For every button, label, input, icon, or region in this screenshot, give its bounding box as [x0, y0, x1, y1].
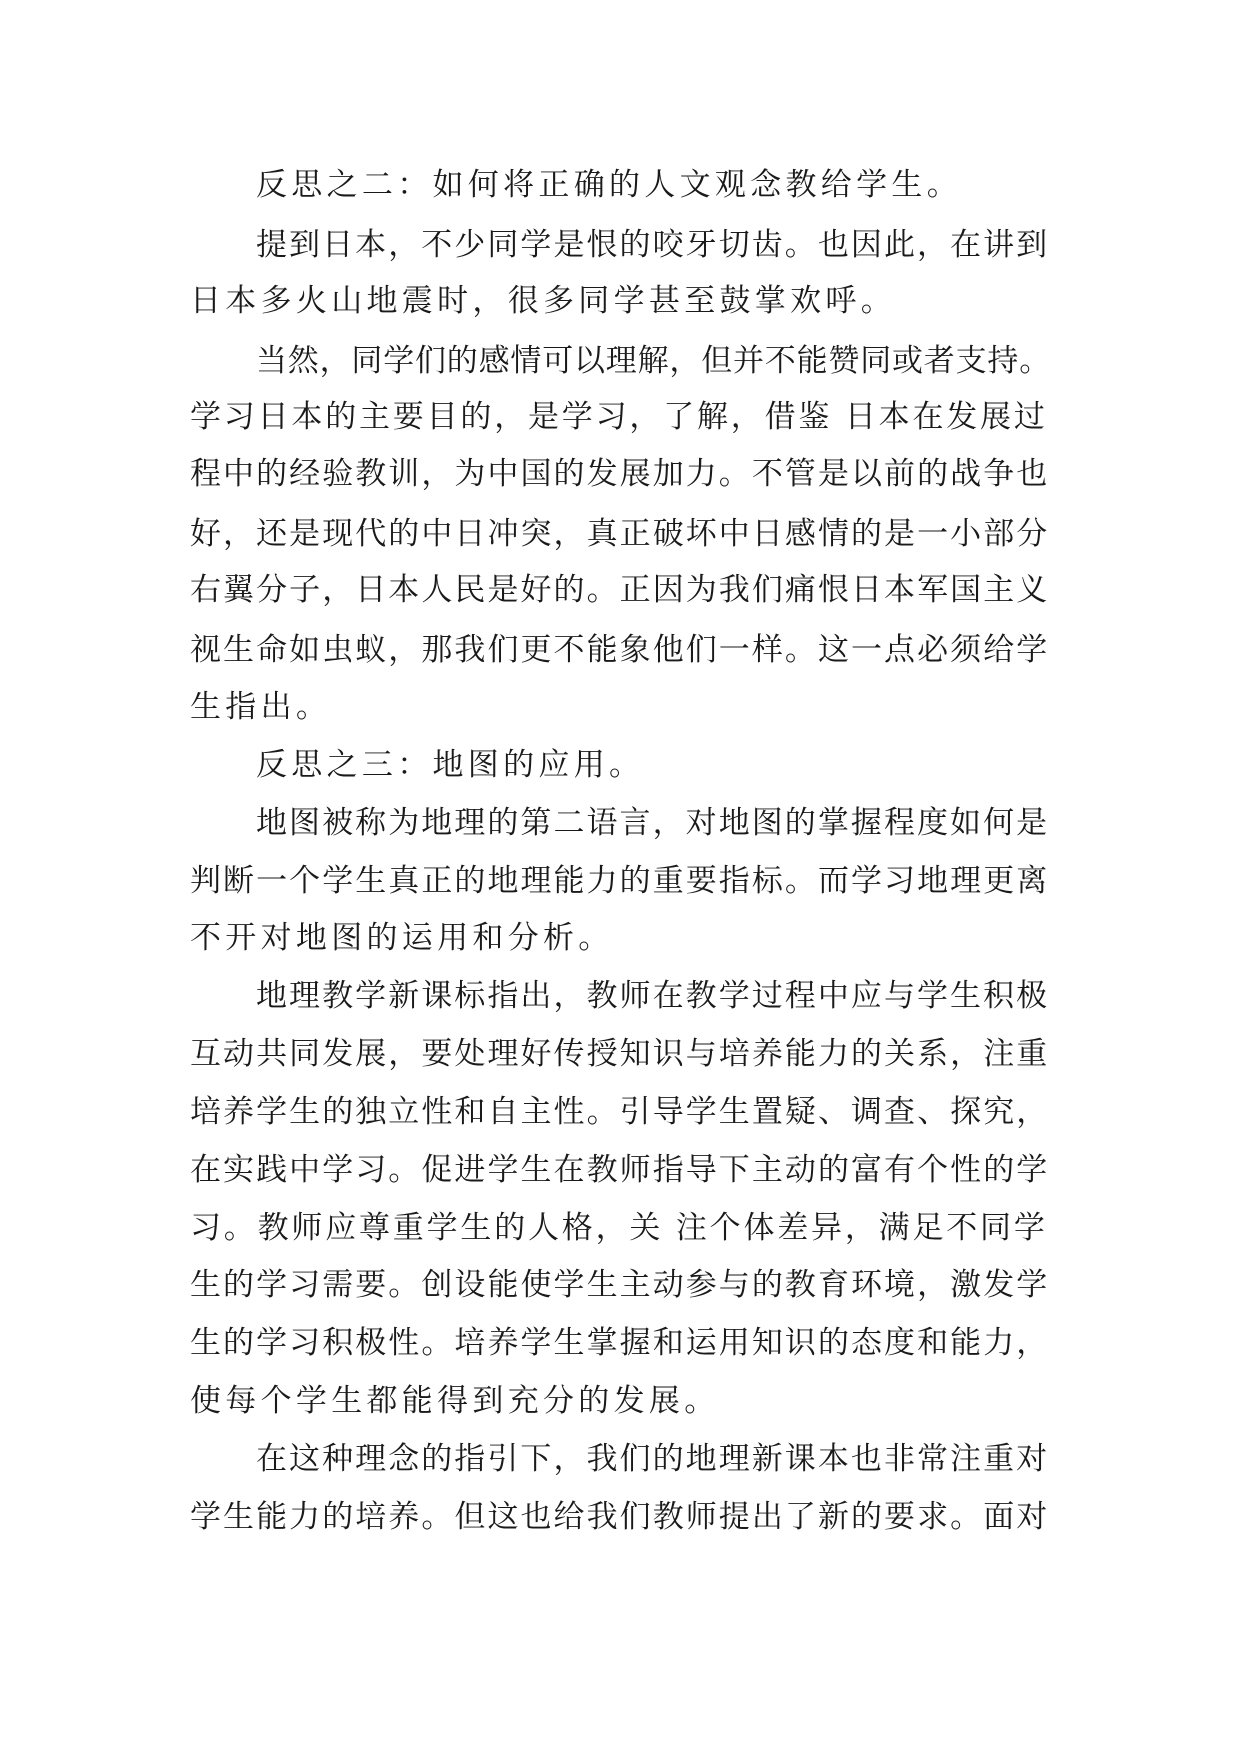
paragraph-line: 右翼分子，日本人民是好的。正因为我们痛恨日本军国主义 — [190, 572, 1050, 608]
paragraph-line: 生的学习需要。创设能使学生主动参与的教育环境，激发学 — [190, 1267, 1050, 1303]
paragraph-line: 视生命如虫蚁，那我们更不能象他们一样。这一点必须给学 — [190, 632, 1050, 668]
paragraph-line: 地图被称为地理的第二语言，对地图的掌握程度如何是 — [256, 805, 1050, 841]
paragraph-line: 不开对地图的运用和分析。 — [190, 920, 614, 956]
paragraph-line: 生指出。 — [190, 689, 332, 725]
paragraph-line: 在这种理念的指引下，我们的地理新课本也非常注重对 — [256, 1441, 1050, 1477]
paragraph-line: 互动共同发展，要处理好传授知识与培养能力的关系，注重 — [190, 1036, 1050, 1072]
paragraph-line: 判断一个学生真正的地理能力的重要指标。而学习地理更离 — [190, 863, 1050, 899]
paragraph-line: 日本多火山地震时，很多同学甚至鼓掌欢呼。 — [190, 283, 896, 319]
paragraph-line: 提到日本，不少同学是恨的咬牙切齿。也因此，在讲到 — [256, 227, 1050, 263]
paragraph-line: 习。教师应尊重学生的人格，关 注个体差异，满足不同学 — [190, 1210, 1048, 1246]
paragraph-line: 学生能力的培养。但这也给我们教师提出了新的要求。面对 — [190, 1499, 1050, 1535]
paragraph-line: 生的学习积极性。培养学生掌握和运用知识的态度和能力， — [190, 1325, 1050, 1361]
paragraph-line: 程中的经验教训，为中国的发展加力。不管是以前的战争也 — [190, 456, 1050, 492]
paragraph-heading-reflection-2: 反思之二：如何将正确的人文观念教给学生。 — [256, 167, 962, 203]
paragraph-heading-reflection-3: 反思之三：地图的应用。 — [256, 747, 645, 783]
paragraph-line: 在实践中学习。促进学生在教师指导下主动的富有个性的学 — [190, 1152, 1050, 1188]
paragraph-line: 使每个学生都能得到充分的发展。 — [190, 1383, 720, 1419]
paragraph-line: 培养学生的独立性和自主性。引导学生置疑、调查、探究， — [190, 1094, 1050, 1130]
paragraph-line: 地理教学新课标指出，教师在教学过程中应与学生积极 — [256, 978, 1050, 1014]
paragraph-line: 学习日本的主要目的，是学习，了解，借鉴 日本在发展过 — [190, 399, 1048, 435]
paragraph-line: 好，还是现代的中日冲突，真正破坏中日感情的是一小部分 — [190, 516, 1050, 552]
paragraph-line: 当然，同学们的感情可以理解，但并不能赞同或者支持。 — [256, 343, 1051, 379]
